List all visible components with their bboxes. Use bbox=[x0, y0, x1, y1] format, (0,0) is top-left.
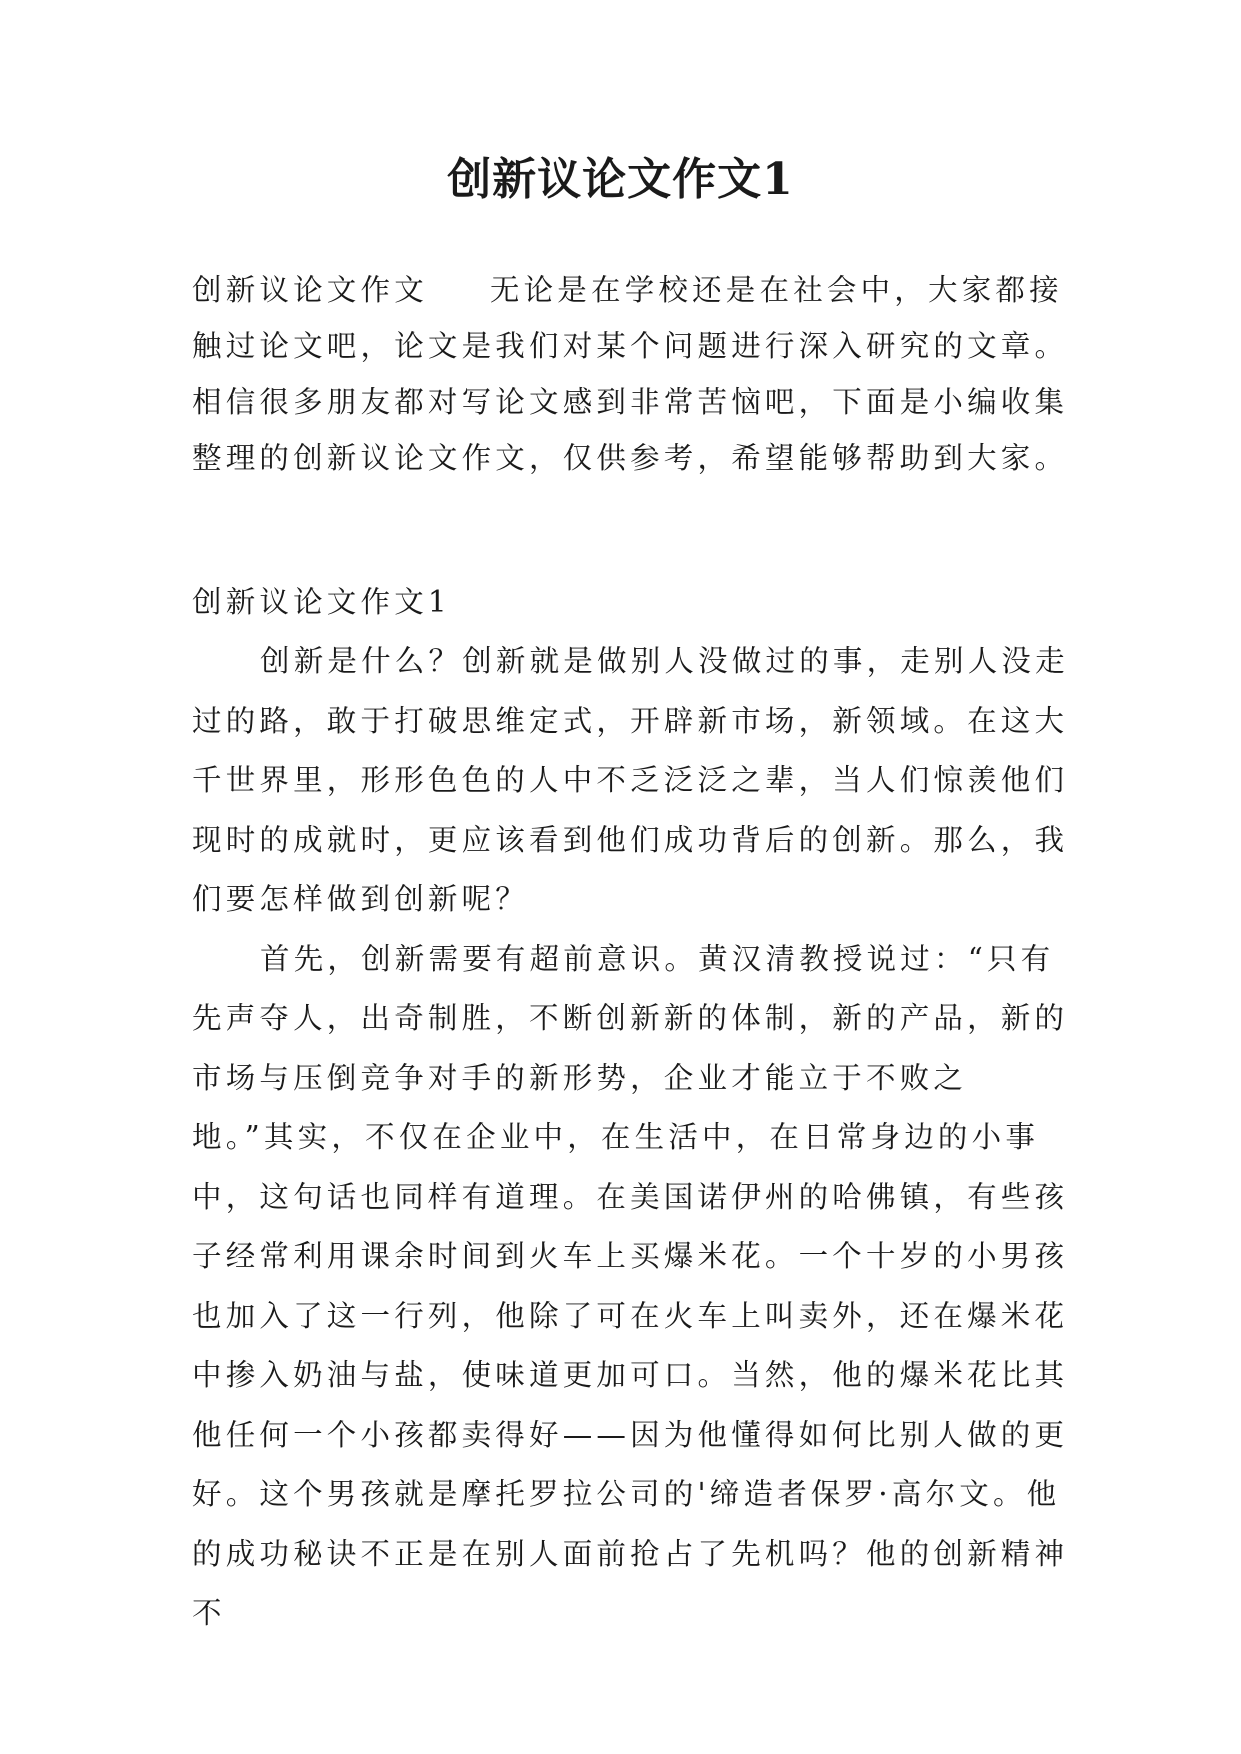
article-body bbox=[192, 632, 1072, 1644]
body-paragraph-1: 创新是什么？创新就是做别人没做过的事，走别人没走过的路，敢于打破思维定式，开辟新市场，新领域。在这大千世界里，形形色色的人中不乏泛泛之辈，当人们惊羡他们现时的成就时，更应该看到他们成功背后的创新。那么，我们要怎样做到创新呢？ bbox=[192, 644, 1069, 916]
section-heading: 创新议论文作文1 bbox=[192, 585, 451, 619]
intro-paragraph bbox=[192, 262, 1072, 486]
document-title: 创新议论文作文1 bbox=[447, 154, 794, 205]
body-paragraph-2: 首先，创新需要有超前意识。黄汉清教授说过：“只有先声夺人，出奇制胜，不断创新新的体制，新的产品，新的市场与压倒竞争对手的新形势，企业才能立于不败之地。”其实，不仅在企业中，在生活中，在日常身边的小事中，这句话也同样有道理。在美国诺伊州的哈佛镇，有些孩子经常利用课余时间到火车上买爆米花。一个十岁的小男孩也加入了这一行列，他除了可在火车上叫卖外，还在爆米花中掺入奶油与盐，使味道更加可口。当然，他的爆米花比其他任何一个小孩都卖得好——因为他懂得如何比别人做的更好。这个男孩就是摩托罗拉公司的'缔造者保罗·高尔文。他的成功秘诀不正是在别人面前抢占了先机吗？他的创新精神不 bbox=[192, 941, 1069, 1630]
intro-heading: 创新议论文作文 bbox=[192, 273, 428, 307]
intro-text: 无论是在学校还是在社会中，大家都接触过论文吧，论文是我们对某个问题进行深入研究的文章。相信很多朋友都对写论文感到非常苦恼吧，下面是小编收集整理的创新议论文作文，仅供参考，希望能够帮助到大家。 bbox=[192, 273, 1069, 475]
